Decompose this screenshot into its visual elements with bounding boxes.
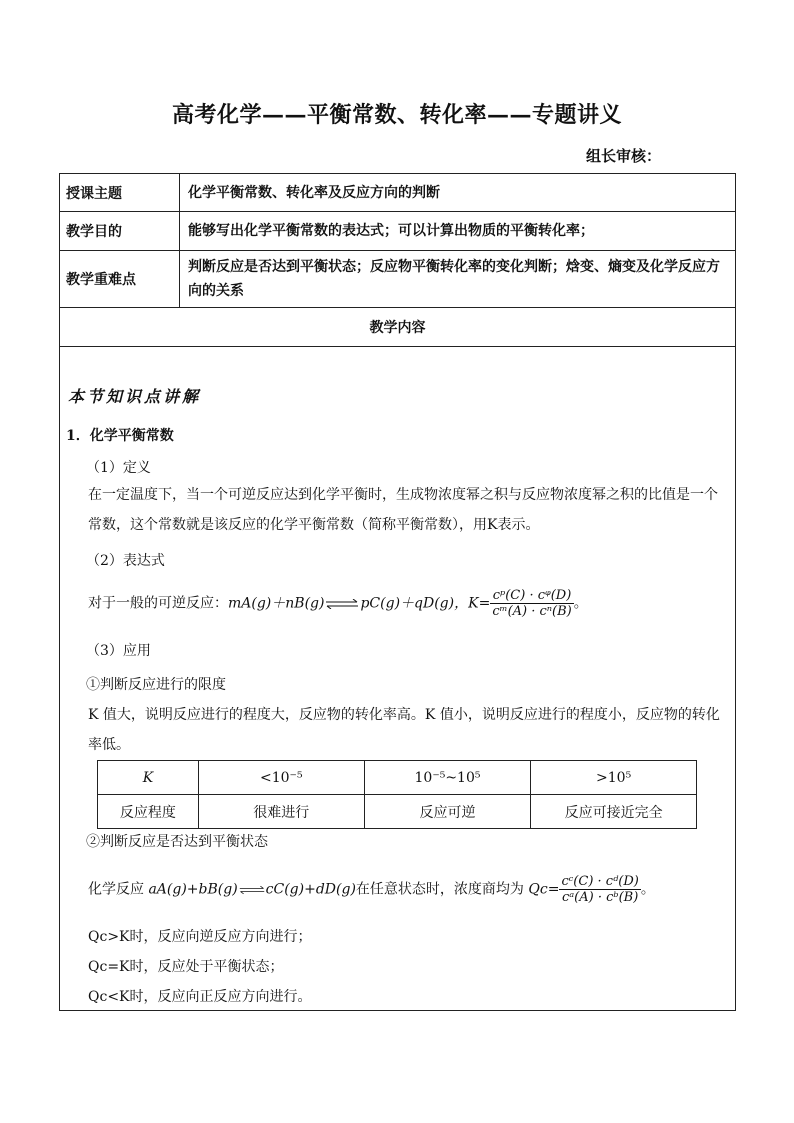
- qc-numerator: cᶜ(C) · cᵈ(D): [561, 874, 639, 889]
- condition-equilibrium: Qc=K时，反应处于平衡状态；: [88, 959, 284, 975]
- app1-text: K 值大，说明反应进行的程度大，反应物的转化率高。K 值小，说明反应进行的程度小，反应物的转化率低。: [88, 707, 720, 753]
- qc-expression-line: [88, 874, 655, 905]
- row-topic-value: 化学平衡常数、转化率及反应方向的判断: [188, 184, 440, 201]
- sub-definition: （1）定义: [86, 460, 151, 476]
- row-goal: [60, 212, 735, 251]
- expression-k: K=: [468, 595, 491, 612]
- k-table-cell: 反应程度: [98, 795, 199, 829]
- k-table-cell: 10⁻⁵~10⁵: [364, 761, 531, 795]
- app1-title: ①判断反应进行的限度: [86, 677, 226, 693]
- k-numerator: cᵖ(C) · cᵠ(D): [490, 588, 573, 604]
- reversible-arrow-icon: [325, 599, 359, 609]
- expression-prefix: 对于一般的可逆反应：: [88, 595, 228, 612]
- sub-expression: （2）表达式: [86, 553, 165, 569]
- expression-products: pC(g)＋qD(g)，: [360, 595, 469, 612]
- qc-label: Qc=: [528, 881, 560, 898]
- qc-denominator: cᵃ(A) · cᵇ(B): [562, 890, 639, 905]
- k-range-table: [97, 760, 697, 829]
- condition-reverse: Qc>K时，反应向逆反应方向进行；: [88, 929, 312, 945]
- qc-fraction: [559, 874, 640, 905]
- k-table-cell: >10⁵: [531, 761, 697, 795]
- expression-reactants: mA(g)＋nB(g): [228, 595, 325, 612]
- k-fraction: [490, 588, 573, 619]
- sub-application: （3）应用: [86, 643, 151, 659]
- k-denominator: cᵐ(A) · cⁿ(B): [492, 604, 572, 619]
- k-table-cell: <10⁻⁵: [198, 761, 364, 795]
- reviewer-label: 组长审核：: [586, 147, 662, 165]
- qc-middle: 在任意状态时，浓度商均为: [355, 881, 529, 898]
- row-goal-value: 能够写出化学平衡常数的表达式；可以计算出物质的平衡转化率；: [188, 223, 594, 239]
- reversible-arrow-icon: [239, 885, 265, 895]
- k-table-cell: 反应可逆: [364, 795, 531, 829]
- qc-products: cC(g)+dD(g): [265, 881, 356, 898]
- qc-prefix: 化学反应: [88, 881, 149, 898]
- app2-title: ②判断反应是否达到平衡状态: [86, 834, 268, 850]
- content-header: 教学内容: [369, 320, 426, 336]
- qc-end: 。: [640, 881, 655, 898]
- condition-forward: Qc<K时，反应向正反应方向进行。: [88, 989, 312, 1005]
- k-table-row: [98, 795, 697, 829]
- row-content-header: [60, 308, 735, 347]
- k-table-cell: 反应可接近完全: [531, 795, 697, 829]
- document-title: 高考化学——平衡常数、转化率——专题讲义: [171, 102, 622, 128]
- k-table-cell: K: [98, 761, 199, 795]
- row-difficulty-value: 判断反应是否达到平衡状态；反应物平衡转化率的变化判断；焓变、熵变及化学反应方向的关系: [188, 259, 720, 299]
- definition-text: 在一定温度下，当一个可逆反应达到化学平衡时，生成物浓度幂之积与反应物浓度幂之积的比值是一个常数，这个常数就是该反应的化学平衡常数（简称平衡常数），用K表示。: [88, 487, 718, 533]
- expression-line: [88, 588, 588, 619]
- item1-title: 1．化学平衡常数: [66, 428, 174, 444]
- qc-reactants: aA(g)+bB(g): [148, 881, 238, 898]
- k-table-header-row: [98, 761, 697, 795]
- row-topic-label: 授课主题: [60, 174, 180, 211]
- lesson-table: [59, 173, 736, 1011]
- k-table-cell: 很难进行: [198, 795, 364, 829]
- expression-end: 。: [573, 595, 588, 612]
- row-difficulty-label: 教学重难点: [60, 251, 180, 307]
- section-heading: 本节知识点讲解: [68, 387, 202, 406]
- row-difficulty: [60, 251, 735, 308]
- row-goal-label: 教学目的: [60, 212, 180, 250]
- row-topic: [60, 174, 735, 212]
